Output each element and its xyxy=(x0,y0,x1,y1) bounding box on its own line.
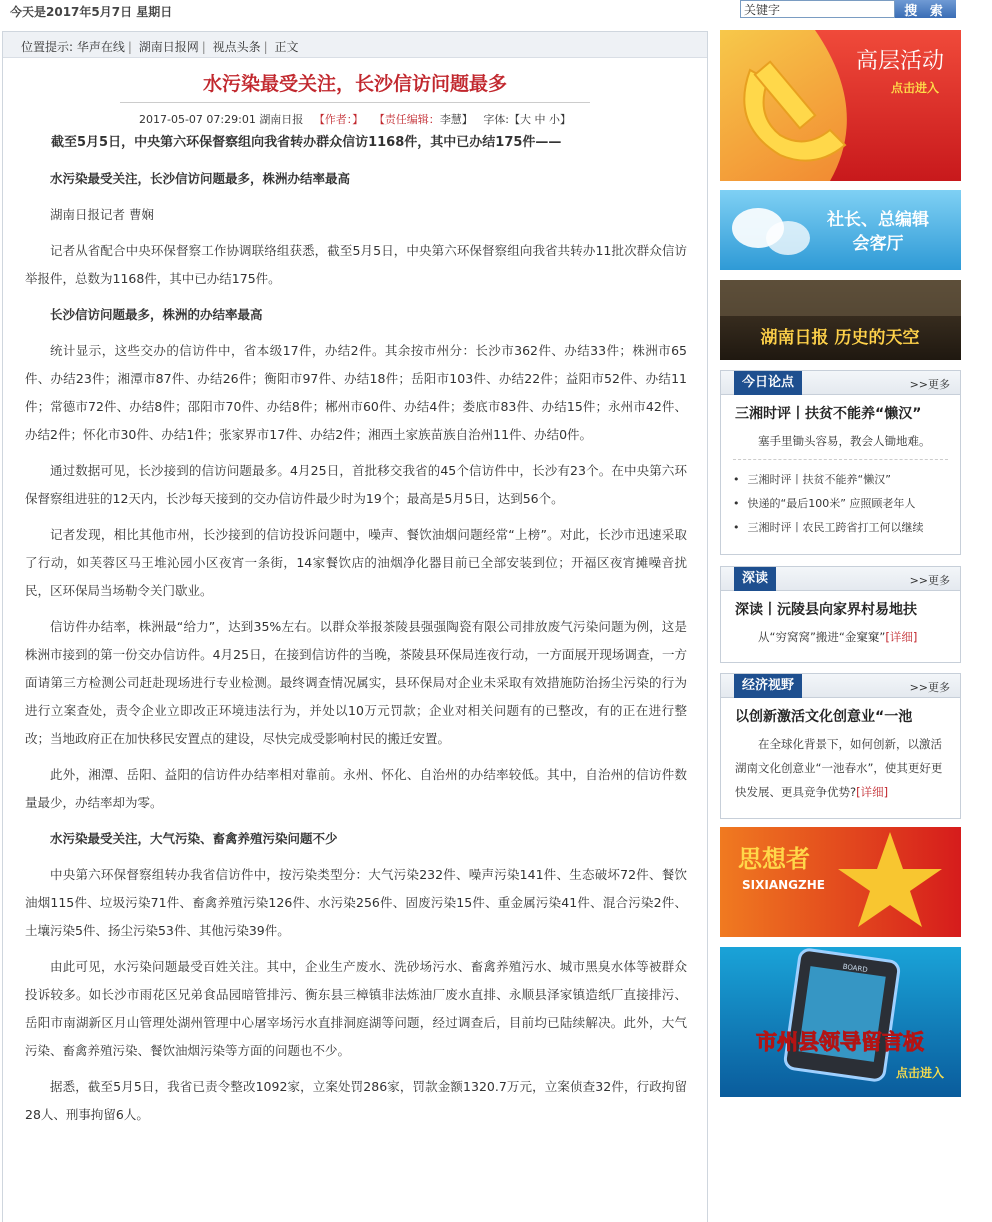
economy-summary xyxy=(721,728,960,804)
article-byline: 湖南日报记者 曹娴 xyxy=(50,207,154,222)
list-item[interactable]: • 三湘时评丨农民工跨省打工何以继续 xyxy=(733,516,960,540)
banner-editor-art xyxy=(720,190,961,270)
deep-read-headline[interactable]: 深读丨沅陵县向家界村易地扶 xyxy=(735,602,917,618)
banner-message-board[interactable] xyxy=(720,947,961,1097)
breadcrumb-home[interactable]: 华声在线 xyxy=(76,40,125,54)
commentary-list xyxy=(721,460,960,540)
search-button[interactable]: 搜 索 xyxy=(895,0,956,18)
article-panel xyxy=(2,31,708,1222)
editor-name: 李慧】 xyxy=(439,113,473,126)
deep-read-detail-link[interactable]: [详细] xyxy=(885,630,918,644)
commentary-header xyxy=(721,371,960,395)
paragraph: 记者从省配合中央环保督察工作协调联络组获悉，截至5月5日，中央第六环保督察组向我省共转办11批次群众信访举报件，总数为1168件，其中已办结175件。 xyxy=(25,243,687,286)
paragraph: 据悉，截至5月5日，我省已责令整改1092家，立案处罚286家，罚款金额1320.7万元，立案侦查32件，行政拘留28人、刑事拘留6人。 xyxy=(25,1079,687,1122)
banner-thinker-title: 思想者 xyxy=(738,845,810,873)
commentary-more-link[interactable]: >>更多 xyxy=(909,378,950,391)
breadcrumb: 位置提示: 华声在线 | 湖南日报网 | 视点头条 | 正文 xyxy=(3,32,707,58)
article-meta xyxy=(3,111,707,129)
paragraph: 通过数据可见，长沙接到的信访问题最多。4月25日，首批移交我省的45个信访件中，长沙有23个。在中央第六环保督察组进驻的12天内，长沙每天接到的交办信访件最少时为19个；最高是5月5日，达到56个。 xyxy=(25,463,687,506)
banner-leadership-art xyxy=(720,30,961,181)
commentary-box xyxy=(720,370,961,555)
article-title: 水污染最受关注，长沙信访问题最多 xyxy=(202,73,507,95)
deep-read-summary xyxy=(721,621,960,649)
paragraph: 信访件办结率，株洲最“给力”，达到35%左右。以群众举报茶陵县强强陶瓷有限公司排放废气污染问题为例，这是株洲市接到的第一份交办信访件。4月25日，在接到信访件的当晚，茶陵县环保局连夜行动，一方面展开现场调查，一方面请第三方检测公司赶赴现场进行专业检测。最终调查情况属实，县环保局对企业未采取有效措施防治扬尘污染的行为进行立案查处，责令企业立即改正环境违法行为，并处以10万元罚款；企业对相关问题有的已整改，有的正在进行整改；当地政府正在加快移民安置点的建设，尽快完成受影响村民的搬迁安置。 xyxy=(25,619,687,746)
banner-history-art xyxy=(720,280,961,360)
list-item[interactable]: • 三湘时评丨扶贫不能养“懒汉” xyxy=(733,468,960,492)
article-lead: 截至5月5日，中央第六环保督察组向我省转办群众信访1168件，其中已办结175件—— xyxy=(51,135,562,150)
economy-tag[interactable]: 经济视野 xyxy=(734,674,802,698)
top-bar xyxy=(0,0,992,24)
list-item[interactable]: • 快递的“最后100米” 应照顾老年人 xyxy=(733,492,960,516)
banner-leadership[interactable] xyxy=(720,30,961,181)
current-date: 今天是2017年5月7日 星期日 xyxy=(10,5,173,19)
chat-bubble-icon xyxy=(766,221,810,255)
section-heading: 长沙信访问题最多，株洲的办结率最高 xyxy=(50,307,263,322)
search-input[interactable] xyxy=(740,0,895,18)
banner-editor-lounge[interactable] xyxy=(720,190,961,270)
banner-thinker-art xyxy=(720,827,961,937)
banner-thinker-pinyin: SIXIANGZHE xyxy=(742,878,825,892)
paragraph: 此外，湘潭、岳阳、益阳的信访件办结率相对靠前。永州、怀化、自治州的办结率较低。其中，自治州的信访件数量最少，办结率却为零。 xyxy=(25,767,687,810)
economy-headline[interactable]: 以创新激活文化创意业“一池 xyxy=(735,709,913,725)
banner-board-art xyxy=(720,947,961,1097)
article-body xyxy=(3,129,707,1129)
breadcrumb-current: 正文 xyxy=(274,40,299,54)
article-subtitle: 水污染最受关注，长沙信访问题最多，株洲办结率最高 xyxy=(50,171,351,186)
deep-read-tag[interactable]: 深读 xyxy=(734,567,776,591)
article-author: 【作者：】 xyxy=(313,113,364,126)
economy-box xyxy=(720,673,961,819)
economy-detail-link[interactable]: [详细] xyxy=(856,785,889,799)
board-device-label: BOARD xyxy=(842,962,869,975)
paragraph: 记者发现，相比其他市州，长沙接到的信访投诉问题中，噪声、餐饮油烟问题经常“上榜”。对此，长沙市迅速采取了行动，如芙蓉区马王堆沁园小区夜宵一条街，14家餐饮店的油烟净化器目前已全部安装到位；开福区夜宵摊噪音扰民，区环保局当场勒令关门歇业。 xyxy=(25,527,687,598)
economy-summary-text: 在全球化背景下，如何创新，以激活湖南文化创意业“一池春水”，使其更好更快发展、更具竞争优势? xyxy=(735,737,943,799)
deep-read-summary-text: 从“穷窝窝”搬进“金窠窠” xyxy=(758,630,886,644)
banner-history[interactable] xyxy=(720,280,961,360)
paragraph: 由此可见，水污染问题最受百姓关注。其中，企业生产废水、洗砂场污水、畜禽养殖污水、城市黑臭水体等被群众投诉较多。如长沙市雨花区兄弟食品园暗管排污、衡东县三樟镇非法炼油厂废水直排、永顺县泽家镇造纸厂直接排污、岳阳市南湖新区月山管理处湖州管理中心屠宰场污水直排洞庭湖等问题，经过调查后，目前均已陆续解决。此外，大气污染、畜禽养殖污染、餐饮油烟污染等方面的问题也不少。 xyxy=(25,959,687,1058)
economy-more-link[interactable]: >>更多 xyxy=(909,681,950,694)
banner-thinker[interactable] xyxy=(720,827,961,937)
commentary-summary: 塞手里锄头容易，教会人锄地难。 xyxy=(758,434,931,448)
breadcrumb-headline[interactable]: 视点头条 xyxy=(212,40,261,54)
deep-read-box xyxy=(720,566,961,663)
deep-read-header xyxy=(721,567,960,591)
title-divider xyxy=(120,102,590,103)
editor-label: 【责任编辑： xyxy=(373,113,440,126)
breadcrumb-hnrb[interactable]: 湖南日报网 xyxy=(138,40,199,54)
section-heading: 水污染最受关注，大气污染、畜禽养殖污染问题不少 xyxy=(50,831,338,846)
paragraph: 统计显示，这些交办的信访件中，省本级17件，办结2件。其余按市州分：长沙市362件、办结33件；株洲市65件、办结23件；湘潭市87件、办结26件；衡阳市97件、办结18件；岳阳市103件、办结22件；益阳市52件、办结11件；常德市72件、办结8件；邵阳市70件、办结8件；郴州市60件、办结4件；娄底市83件、办结15件；永州市42件、办结2件；怀化市30件、办结1件；张家界市17件、办结2件；湘西土家族苗族自治州11件、办结0件。 xyxy=(25,343,687,442)
banner-history-title: 湖南日报 历史的天空 xyxy=(760,328,920,348)
banner-board-sub: 点击进入 xyxy=(895,1066,945,1080)
banner-board-title: 市州县领导留言板 xyxy=(756,1030,924,1054)
article-datetime: 2017-05-07 07:29:01 xyxy=(138,113,256,126)
banner-editor-line2: 会客厅 xyxy=(852,234,904,254)
paragraph: 中央第六环保督察组转办我省信访件中，按污染类型分：大气污染232件、噪声污染141件、生态破坏72件、餐饮油烟115件、垃圾污染71件、畜禽养殖污染126件、水污染256件、固废污染15件、重金属污染41件、混合污染2件、土壤污染5件、扬尘污染53件、其他污染39件。 xyxy=(25,867,687,938)
deep-read-more-link[interactable]: >>更多 xyxy=(909,574,950,587)
banner-leadership-sub: 点击进入 xyxy=(890,81,940,95)
banner-editor-line1: 社长、总编辑 xyxy=(827,210,929,230)
commentary-headline[interactable]: 三湘时评丨扶贫不能养“懒汉” xyxy=(735,406,922,422)
article-source: 湖南日报 xyxy=(259,113,304,126)
banner-leadership-title: 高层活动 xyxy=(855,49,945,74)
breadcrumb-label: 位置提示: xyxy=(21,40,74,54)
economy-header xyxy=(721,674,960,698)
commentary-tag[interactable]: 今日论点 xyxy=(734,371,802,395)
font-size-switch[interactable]: 字体:【大 中 小】 xyxy=(483,113,572,126)
